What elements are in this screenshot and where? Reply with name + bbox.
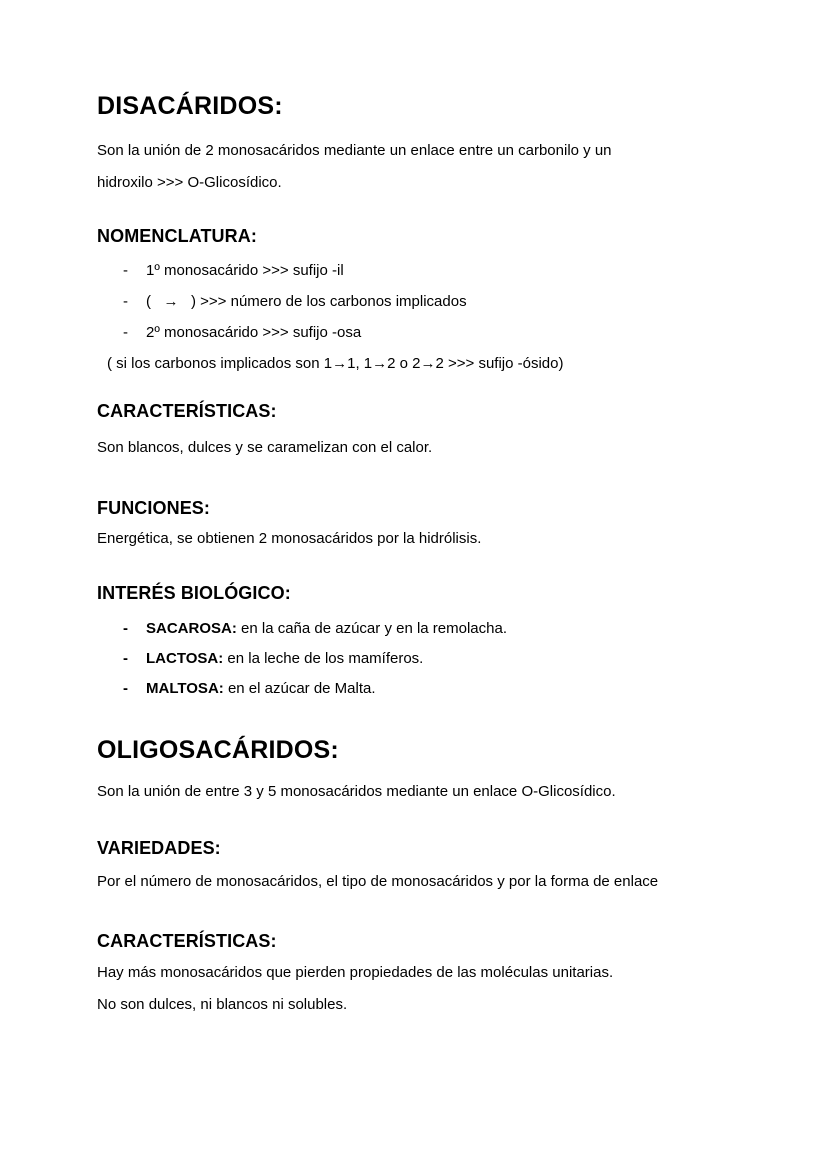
dash-marker: - xyxy=(123,620,128,637)
variedades-body: Por el número de monosacáridos, el tipo de monosacáridos y por la forma de enlace xyxy=(97,873,659,890)
section-heading-interes-biologico: INTERÉS BIOLÓGICO: xyxy=(97,583,291,603)
section-heading-funciones: FUNCIONES: xyxy=(97,498,210,518)
dash-marker: - xyxy=(123,324,128,341)
list-item xyxy=(97,286,778,317)
funciones-body: Energética, se obtienen 2 monosacáridos por la hidrólisis. xyxy=(97,530,482,547)
list-item xyxy=(97,674,778,704)
intro-paragraph-disacaridos xyxy=(97,135,778,199)
nomenclatura-list xyxy=(97,255,778,348)
list-item-text: ( → ) >>> número de los carbonos implicados xyxy=(146,293,467,310)
intro-paragraph-oligosacaridos: Son la unión de entre 3 y 5 monosacáridos mediante un enlace O-Glicosídico. xyxy=(97,783,616,800)
list-item-text: 2º monosacárido >>> sufijo -osa xyxy=(146,324,362,341)
dash-marker: - xyxy=(123,680,128,697)
list-item-term: LACTOSA: xyxy=(146,650,224,667)
dash-marker: - xyxy=(123,262,128,279)
list-item xyxy=(97,317,778,348)
list-item-text: en el azúcar de Malta. xyxy=(223,680,376,697)
nomenclatura-note: ( si los carbonos implicados son 1→1, 1→2 o 2→2 >>> sufijo -ósido) xyxy=(107,355,564,372)
section-heading-nomenclatura: NOMENCLATURA: xyxy=(97,226,257,246)
list-item-text: en la caña de azúcar y en la remolacha. xyxy=(236,620,508,637)
caracteristicas-oligosacaridos-paragraph xyxy=(97,957,778,1021)
paragraph-line: hidroxilo >>> O-Glicosídico. xyxy=(97,174,282,191)
section-heading-caracteristicas-oligosacaridos: CARACTERÍSTICAS: xyxy=(97,931,277,951)
interes-biologico-list xyxy=(97,614,778,704)
main-title-disacaridos: DISACÁRIDOS: xyxy=(97,92,283,120)
paragraph-line: No son dulces, ni blancos ni solubles. xyxy=(97,996,348,1013)
list-item-term: SACAROSA: xyxy=(146,620,237,637)
caracteristicas-disacaridos-body: Son blancos, dulces y se caramelizan con el calor. xyxy=(97,439,433,456)
paragraph-line: Son la unión de 2 monosacáridos mediante un enlace entre un carbonilo y un xyxy=(97,142,612,159)
list-item-term: MALTOSA: xyxy=(146,680,224,697)
main-title-oligosacaridos: OLIGOSACÁRIDOS: xyxy=(97,736,339,764)
list-item-text: 1º monosacárido >>> sufijo -il xyxy=(146,262,344,279)
section-heading-caracteristicas-disacaridos: CARACTERÍSTICAS: xyxy=(97,401,277,421)
section-heading-variedades: VARIEDADES: xyxy=(97,838,221,858)
dash-marker: - xyxy=(123,293,128,310)
list-item xyxy=(97,644,778,674)
list-item xyxy=(97,255,778,286)
list-item xyxy=(97,614,778,644)
list-item-text: en la leche de los mamíferos. xyxy=(223,650,424,667)
paragraph-line: Hay más monosacáridos que pierden propiedades de las moléculas unitarias. xyxy=(97,964,614,981)
dash-marker: - xyxy=(123,650,128,667)
